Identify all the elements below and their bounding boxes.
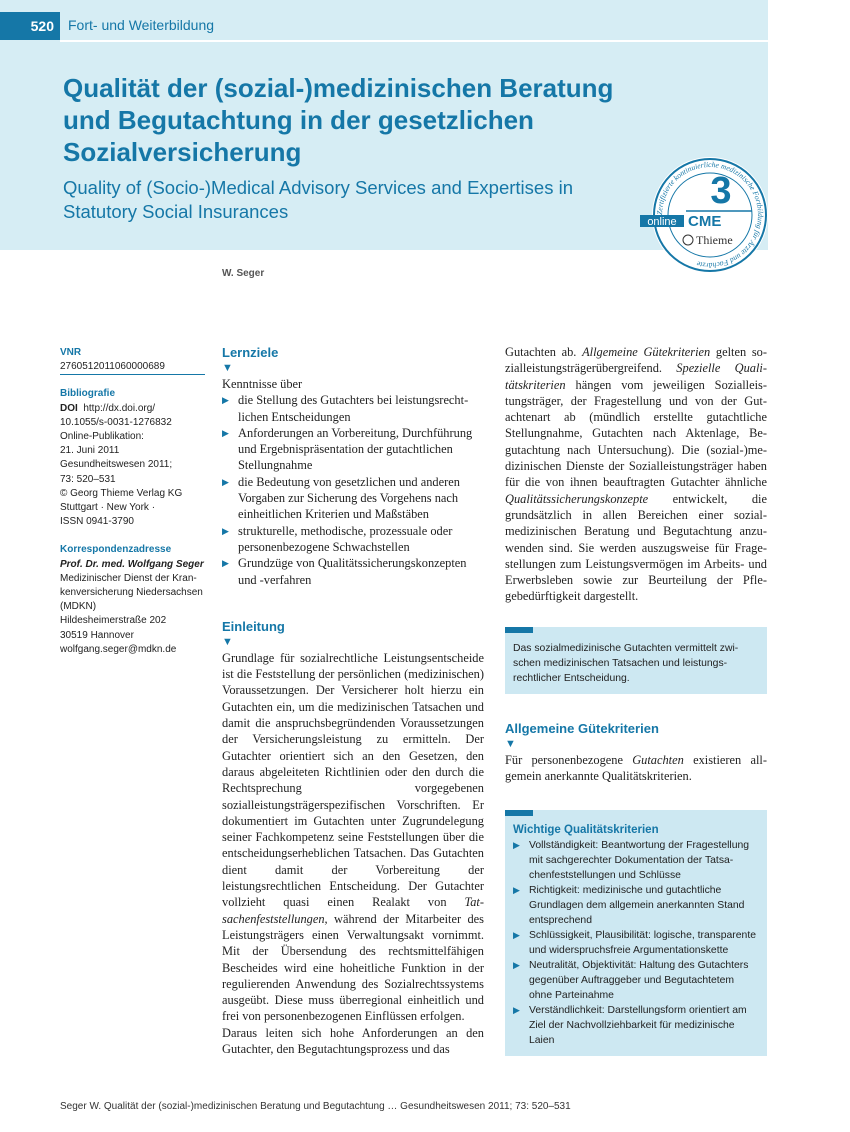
vnr-label: VNR <box>60 347 82 358</box>
key-statement-text: Das sozialmedizinische Gutachten vermittelt zwischen medizinischen Tatsachen und leistungsrechtlicher Entscheidung. <box>513 642 739 684</box>
list-item: ▶ die Bedeutung von gesetzlichen und anderen Vorgaben zur Sicherung des Vorgehens nach einheitlichen Kriterien und Maßstäben <box>222 474 484 523</box>
column-right <box>505 344 767 1056</box>
doi-label: DOI <box>60 402 78 414</box>
quality-criteria-box <box>505 810 767 1056</box>
einleitung-paragraph: Daraus leiten sich hohe Anforderungen an den Gutachter, den Begutachtungsprozess und das <box>222 1025 484 1056</box>
bibliography-label: Bibliografie <box>60 388 116 400</box>
biblio-line: Gesundheitswesen 2011; <box>60 459 173 471</box>
address-line: kenversicherung Niedersachsen <box>60 587 203 599</box>
guetekriterien-heading: Allgemeine Gütekriterien <box>505 720 659 736</box>
page-number: 520 <box>0 12 60 40</box>
cme-ring-text: Zertifizierte kontinuierliche medizinische Fortbildung für Ärzte und Fachärzte <box>654 159 766 271</box>
article-title-german: Qualität der (sozial-)medizinischen Beratung und Begutachtung in der gesetzlichen Sozialversicherung <box>63 73 614 167</box>
quality-criteria-heading: Wichtige Qualitätskriterien <box>513 824 659 837</box>
correspondence-label: Korrespondenzadresse <box>60 544 172 556</box>
page-footer: Seger W. Qualität der (sozial-)medizinischen Beratung und Begutachtung … Gesundheitswesen 2011; 73: 520–531 <box>60 1101 571 1112</box>
email-link[interactable]: wolfgang.seger@mdkn.de <box>60 643 177 655</box>
cme-badge-icon <box>640 155 772 275</box>
list-item: ▶ Vollständigkeit: Beantwortung der Fragestellung mit sachgerechter Dokumentation der Tatsachenfeststellungen und Schlüsse <box>513 838 759 883</box>
correspondence-name: Prof. Dr. med. Wolfgang Seger <box>60 558 204 570</box>
doi-url[interactable]: http://dx.doi.org/ <box>83 402 156 414</box>
list-item: ▶ Grundzüge von Qualitätssicherungskonzepten und -verfahren <box>222 555 484 588</box>
list-item: ▶ Anforderungen an Vorbereitung, Durchführung und Ergebnispräsentation der gutachtlichen Stellungnahme <box>222 425 484 474</box>
column-left <box>222 344 484 1057</box>
address-line: Medizinischer Dienst der Kran- <box>60 572 197 584</box>
einleitung-heading: Einleitung <box>222 618 285 634</box>
cme-label: CME <box>688 213 722 230</box>
cme-points: 3 <box>710 170 732 212</box>
article-title-english: Quality of (Socio-)Medical Advisory Services and Expertises in Statutory Social Insurances <box>63 177 573 222</box>
list-item: ▶ Richtigkeit: medizinische und gutachtliche Grundlagen dem allgemein anerkannten Stand entsprechend <box>513 883 759 928</box>
lernziele-intro: Kenntnisse über <box>222 377 303 391</box>
section-title: Fort- und Weiterbildung <box>68 17 215 33</box>
biblio-line: Stuttgart · New York · <box>60 502 156 514</box>
cme-online: online <box>647 216 677 228</box>
list-item: ▶ Verständlichkeit: Darstellungsform orientiert am Ziel der Nachvollziehbarkeit für medizinische Laien <box>513 1003 759 1048</box>
address-line: Hildesheimerstraße 202 <box>60 615 167 627</box>
triangle-down-icon: ▼ <box>222 362 233 374</box>
list-item: ▶ strukturelle, methodische, prozessuale oder personenbezogene Schwachstellen <box>222 523 484 556</box>
doi-number: 10.1055/s-0031-1276832 <box>60 416 172 428</box>
body-paragraph: Für personenbezogene Gutachten existieren allgemein anerkannte Qualitätskriterien. <box>505 752 767 784</box>
body-paragraph: Gutachten ab. Allgemeine Gütekriterien gelten sozialleistungsträgerübergreifend. Spezielle Qualitätskriterien hängen vom jeweiligen Sozialleistungsträger, der Fragestellung und von der Gutachtenart ab (mündlich erstellte gutachtliche Stellungnahme, Gutachten nach Aktenlage, Begutachtung nach Untersuchung). Die (sozial-)medizinischen Dienste der Sozialleistungsträger haben für die von ihnen beauftragten Gutachter ähnliche Qualitätssicherungskonzepte entwickelt, die grundsätzlich in allen Bereichen einer sozialmedizinischen Beratung und Begutachtung anzuwenden sind. Sie werden auszugsweise für Fragestellungen zum Leistungsvermögen im Arbeits- und Erwerbsleben sowie zur Beurteilung der Pflegebedürftigkeit dargestellt. <box>505 345 767 604</box>
biblio-line: 21. Juni 2011 <box>60 445 120 457</box>
biblio-line: ISSN 0941-3790 <box>60 516 134 528</box>
triangle-down-icon: ▼ <box>222 635 233 648</box>
cme-publisher: Thieme <box>696 233 733 247</box>
lernziele-heading: Lernziele <box>222 345 279 360</box>
list-item: ▶ die Stellung des Gutachters bei leistungsrechtlichen Entscheidungen <box>222 392 484 425</box>
address-line: 30519 Hannover <box>60 629 134 641</box>
key-statement-box <box>505 627 767 694</box>
author: W. Seger <box>222 268 265 279</box>
biblio-line: © Georg Thieme Verlag KG <box>60 487 183 499</box>
biblio-line: Online-Publikation: <box>60 431 144 443</box>
doi-line <box>60 402 205 416</box>
triangle-down-icon: ▼ <box>505 737 516 750</box>
einleitung-paragraph: Grundlage für sozialrechtliche Leistungsentscheide ist die Feststellung der persönlichen (medizinischen) Voraussetzungen. Der Versicherer holt hierzu ein Gutachten ein, um die medizinischen Tatsachen und damit die anspruchsbegründenden Voraussetzungen der Versicherungsleistung zu ermitteln. Der Gutachter orientiert sich an den Gesetzen, den daraus abgeleiteten Richtlinien oder den durch die Rechtsprechung vorgegebenen sozialleistungsträgerspezifischen Vorschriften. Er dokumentiert im Gutachten unter Zugrundelegung seiner Fachkompetenz seine Feststellungen über die entscheidungserheblichen Tatsachen. Das Gutachten dient damit der Vorbereitung der leistungsrechtlichen Entscheidung. Der Gutachter vollzieht quasi einen Realakt von Tatsachenfeststellungen, während der Mitarbeiter des Leistungsträgers einen Verwaltungsakt vornimmt. Mit der Übersendung des rechtsmittelfähigen Bescheides wird eine hoheitliche Funktion in der regulierenden Anwendung des Sozialrechtssystems ausgeübt. Diese muss überregional einheitlich und frei von personenbezogenen Einflüssen erfolgen. <box>222 650 484 1024</box>
list-item: ▶ Neutralität, Objektivität: Haltung des Gutachters gegenüber Auftraggeber und Begutachtetem ohne Parteinahme <box>513 958 759 1003</box>
lernziele-list <box>222 392 484 588</box>
biblio-line: 73: 520–531 <box>60 473 116 485</box>
vnr-value: 2760512011060000689 <box>60 360 205 375</box>
header-divider <box>60 40 768 42</box>
list-item: ▶ Schlüssigkeit, Plausibilität: logische, transparente und widerspruchsfreie Argumentationskette <box>513 928 759 958</box>
metadata-sidebar <box>60 346 205 657</box>
address-line: (MDKN) <box>60 601 97 613</box>
quality-criteria-list <box>513 838 759 1048</box>
